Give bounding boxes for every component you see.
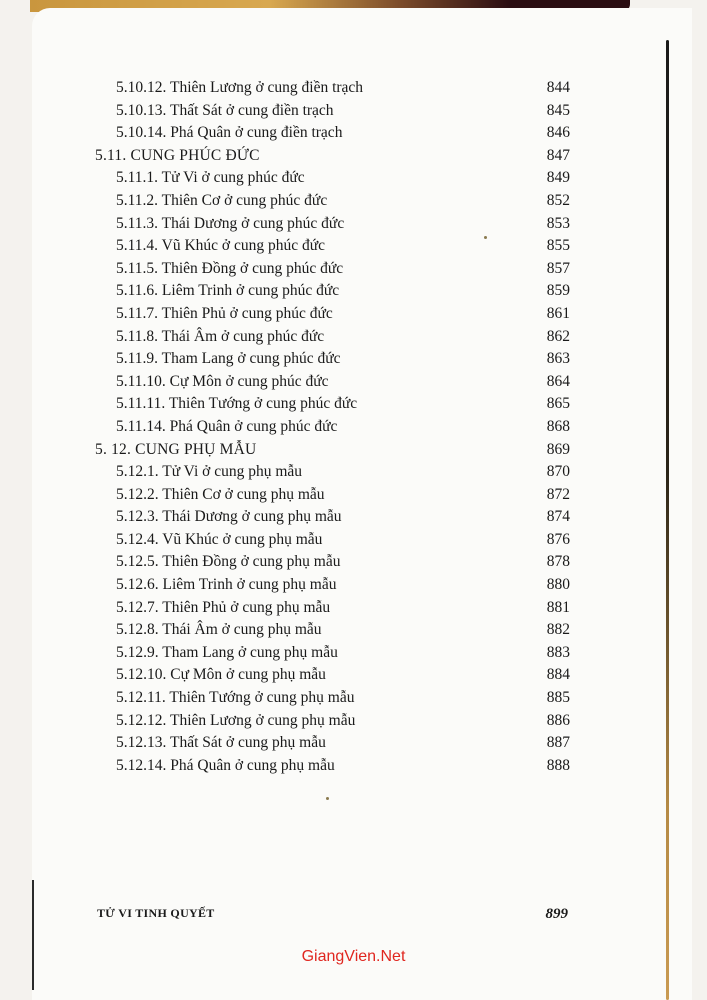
toc-entry-label: 5.11.6. Liêm Trinh ở cung phúc đức (116, 282, 340, 300)
toc-entry[interactable] (0, 529, 707, 552)
toc-entry-page: 886 (546, 711, 570, 729)
book-title: TỬ VI TINH QUYẾT (97, 906, 215, 920)
toc-entry[interactable] (0, 755, 707, 778)
toc-entry-label: 5.12.6. Liêm Trinh ở cung phụ mẫu (116, 576, 337, 594)
toc-entry-page: 883 (546, 643, 570, 661)
toc-entry[interactable] (0, 484, 707, 507)
toc-entry-page: 887 (546, 734, 570, 752)
toc-entry-page: 859 (546, 282, 570, 300)
toc-entry[interactable] (0, 280, 707, 303)
table-of-contents (0, 77, 707, 777)
toc-entry[interactable] (0, 732, 707, 755)
toc-entry[interactable] (0, 710, 707, 733)
toc-entry[interactable] (0, 551, 707, 574)
toc-entry[interactable] (0, 597, 707, 620)
toc-entry-page: 868 (546, 417, 570, 435)
toc-entry-label: 5.11.1. Tử Vi ở cung phúc đức (116, 169, 305, 187)
toc-entry-label: 5.12.11. Thiên Tướng ở cung phụ mẫu (116, 689, 355, 707)
toc-entry[interactable] (0, 506, 707, 529)
toc-entry-label: 5.11.2. Thiên Cơ ở cung phúc đức (116, 191, 328, 209)
toc-entry-label: 5.11.4. Vũ Khúc ở cung phúc đức (116, 237, 326, 255)
toc-section-heading[interactable] (0, 439, 707, 462)
toc-entry-label: 5.10.13. Thất Sát ở cung điền trạch (116, 101, 334, 119)
toc-entry-page: 876 (546, 530, 570, 548)
speck-mark (326, 797, 329, 800)
toc-entry-page: 863 (546, 350, 570, 368)
toc-entry-page: 844 (546, 79, 570, 96)
toc-entry[interactable] (0, 393, 707, 416)
toc-entry-label: 5. 12. CUNG PHỤ MẪU (95, 440, 257, 458)
toc-entry-label: 5.11.5. Thiên Đồng ở cung phúc đức (116, 259, 344, 277)
toc-entry-page: 861 (546, 304, 570, 322)
toc-entry-page: 869 (546, 440, 570, 458)
toc-entry[interactable] (0, 190, 707, 213)
toc-entry[interactable] (0, 326, 707, 349)
toc-entry[interactable] (0, 167, 707, 190)
toc-entry[interactable] (0, 687, 707, 710)
toc-entry-page: 864 (546, 372, 570, 390)
toc-entry-page: 865 (546, 395, 570, 413)
toc-entry-label: 5.11.9. Tham Lang ở cung phúc đức (116, 350, 341, 368)
toc-entry-label: 5.12.13. Thất Sát ở cung phụ mẫu (116, 734, 326, 752)
toc-entry-page: 845 (546, 101, 570, 119)
toc-entry-page: 878 (546, 553, 570, 571)
toc-entry-page: 888 (546, 756, 570, 774)
toc-entry-page: 880 (546, 576, 570, 594)
toc-entry-page: 849 (546, 169, 570, 187)
toc-entry-label: 5.11.7. Thiên Phủ ở cung phúc đức (116, 304, 333, 322)
toc-entry-label: 5.12.10. Cự Môn ở cung phụ mẫu (116, 666, 326, 684)
toc-entry[interactable] (0, 642, 707, 665)
toc-entry[interactable] (0, 235, 707, 258)
toc-entry-label: 5.12.7. Thiên Phủ ở cung phụ mẫu (116, 598, 331, 616)
toc-entry-label: 5.12.12. Thiên Lương ở cung phụ mẫu (116, 711, 356, 729)
toc-entry[interactable] (0, 371, 707, 394)
toc-entry[interactable] (0, 100, 707, 123)
toc-entry-page: 853 (546, 214, 570, 232)
toc-entry[interactable] (0, 258, 707, 281)
toc-entry-label: 5.12.8. Thái Âm ở cung phụ mẫu (116, 621, 322, 639)
toc-entry-label: 5.12.14. Phá Quân ở cung phụ mẫu (116, 756, 335, 774)
toc-entry-page: 862 (546, 327, 570, 345)
page-edge-left (32, 880, 34, 990)
toc-entry[interactable] (0, 77, 707, 100)
page-number: 899 (545, 906, 568, 922)
toc-entry-label: 5.11.14. Phá Quân ở cung phúc đức (116, 417, 338, 435)
toc-entry-page: 846 (546, 124, 570, 142)
toc-section-heading[interactable] (0, 145, 707, 168)
toc-entry[interactable] (0, 348, 707, 371)
toc-entry[interactable] (0, 303, 707, 326)
toc-entry-page: 852 (546, 191, 570, 209)
toc-entry-label: 5.12.5. Thiên Đồng ở cung phụ mẫu (116, 553, 341, 571)
toc-entry-page: 857 (546, 259, 570, 277)
toc-entry-label: 5.11.11. Thiên Tướng ở cung phúc đức (116, 395, 358, 413)
toc-entry[interactable] (0, 664, 707, 687)
toc-entry-label: 5.12.4. Vũ Khúc ở cung phụ mẫu (116, 530, 323, 548)
toc-entry-label: 5.11.3. Thái Dương ở cung phúc đức (116, 214, 345, 232)
toc-entry[interactable] (0, 122, 707, 145)
toc-entry-label: 5.11.8. Thái Âm ở cung phúc đức (116, 327, 325, 345)
toc-entry-page: 882 (546, 621, 570, 639)
toc-entry-label: 5.12.9. Tham Lang ở cung phụ mẫu (116, 643, 338, 661)
toc-entry[interactable] (0, 461, 707, 484)
toc-entry-page: 855 (546, 237, 570, 255)
toc-entry-page: 870 (546, 463, 570, 481)
toc-entry-label: 5.10.14. Phá Quân ở cung điền trạch (116, 124, 343, 142)
toc-entry-page: 884 (546, 666, 570, 684)
toc-entry-label: 5.12.1. Tử Vi ở cung phụ mẫu (116, 463, 303, 481)
toc-entry-label: 5.10.12. Thiên Lương ở cung điền trạch (116, 79, 364, 96)
toc-entry-label: 5.12.3. Thái Dương ở cung phụ mẫu (116, 508, 342, 526)
toc-entry-page: 885 (546, 689, 570, 707)
toc-entry-page: 847 (546, 146, 570, 164)
toc-entry-label: 5.12.2. Thiên Cơ ở cung phụ mẫu (116, 485, 325, 503)
toc-entry-label: 5.11.10. Cự Môn ở cung phúc đức (116, 372, 329, 390)
toc-entry-page: 881 (546, 598, 570, 616)
toc-entry-page: 872 (546, 485, 570, 503)
toc-entry[interactable] (0, 574, 707, 597)
page-footer (0, 906, 707, 926)
watermark-link[interactable]: GiangVien.Net (301, 948, 406, 965)
toc-entry[interactable] (0, 416, 707, 439)
toc-entry-page: 874 (546, 508, 570, 526)
toc-entry[interactable] (0, 619, 707, 642)
toc-entry[interactable] (0, 213, 707, 236)
toc-entry-label: 5.11. CUNG PHÚC ĐỨC (95, 146, 260, 164)
